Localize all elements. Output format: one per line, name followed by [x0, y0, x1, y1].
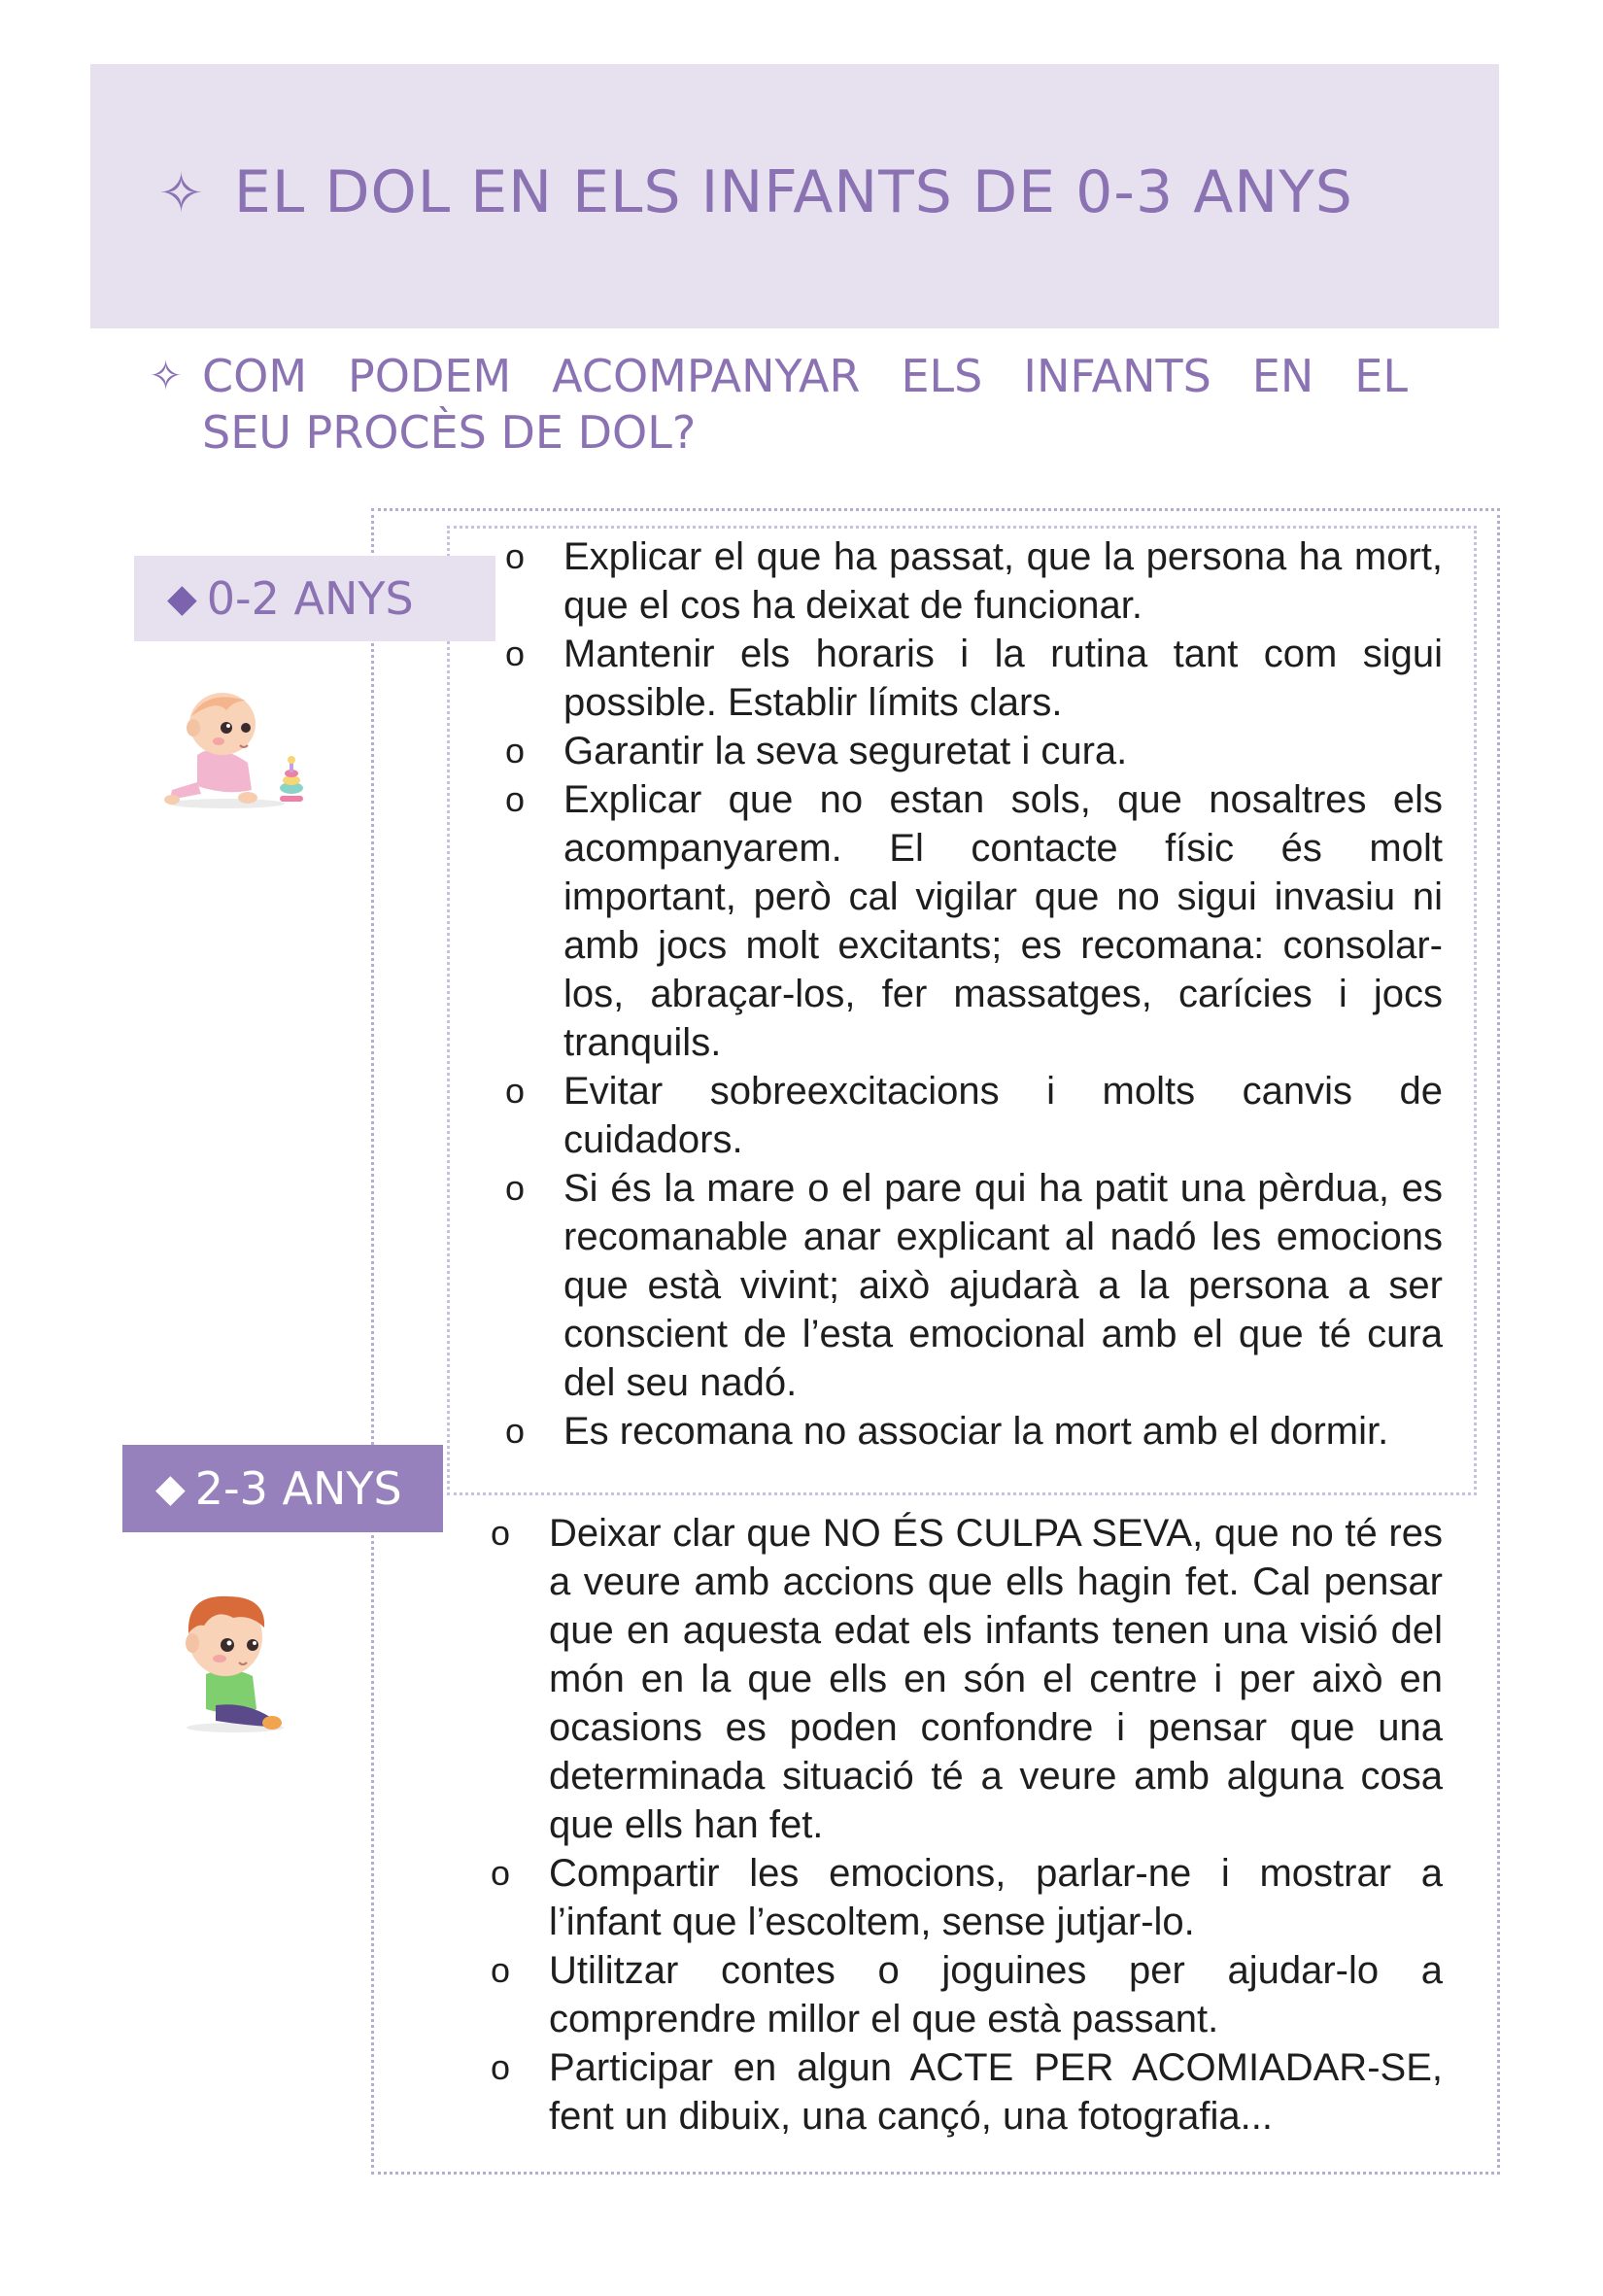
tips-list-2-3 — [491, 1509, 1443, 2141]
list-item: o Utilitzar contes o joguines per ajudar-lo a comprendre millor el que està passant. — [491, 1946, 1443, 2043]
section-question — [149, 348, 1408, 461]
diamond-icon: ◆ — [167, 576, 197, 621]
bullet-circle-icon: o — [491, 1513, 511, 1553]
bullet-circle-icon: o — [505, 1168, 526, 1208]
bullet-circle-icon: o — [505, 779, 526, 819]
bullet-circle-icon: o — [505, 536, 526, 576]
list-item: o Explicar el que ha passat, que la persona ha mort, que el cos ha deixat de funcionar. — [505, 532, 1443, 630]
bullet-circle-icon: o — [491, 1853, 511, 1893]
bullet-circle-icon: o — [505, 1411, 526, 1451]
list-item: o Si és la mare o el pare qui ha patit una pèrdua, es recomanable anar explicant al nadó les emocions que està vivint; això ajudarà a la persona a ser conscient de l’esta emocional amb el que té cura del seu nadó. — [505, 1164, 1443, 1407]
bullet-circle-icon: o — [491, 1950, 511, 1990]
list-item: o Garantir la seva seguretat i cura. — [505, 727, 1443, 775]
list-item: o Evitar sobreexcitacions i molts canvis de cuidadors. — [505, 1067, 1443, 1164]
bullet-circle-icon: o — [505, 1071, 526, 1111]
age-tab-label: 0-2 ANYS — [206, 572, 414, 625]
crawling-baby-illustration — [158, 685, 304, 811]
age-tab-label: 2-3 ANYS — [194, 1462, 402, 1515]
sitting-toddler-illustration — [177, 1589, 289, 1734]
question-line-2: SEU PROCÈS DE DOL? — [202, 406, 697, 459]
list-item: o Es recomana no associar la mort amb el dormir. — [505, 1407, 1443, 1456]
page-title — [158, 158, 1353, 226]
bullet-circle-icon: o — [505, 634, 526, 673]
list-item: o Compartir les emocions, parlar-ne i mostrar a l’infant que l’escoltem, sense jutjar-lo. — [491, 1849, 1443, 1946]
sparkle-icon: ✧ — [149, 352, 184, 399]
list-item: o Participar en algun ACTE PER ACOMIADAR-SE, fent un dibuix, una cançó, una fotografia... — [491, 2043, 1443, 2141]
age-tab-0-2 — [134, 556, 495, 641]
question-line-1: COM PODEM ACOMPANYAR ELS INFANTS EN EL — [202, 350, 1408, 402]
bullet-circle-icon: o — [491, 2047, 511, 2087]
list-item: o Mantenir els horaris i la rutina tant com sigui possible. Establir límits clars. — [505, 630, 1443, 727]
sparkle-icon: ✧ — [158, 162, 205, 225]
bullet-circle-icon: o — [505, 731, 526, 771]
page-title-text: EL DOL EN ELS INFANTS DE 0-3 ANYS — [233, 158, 1353, 226]
list-item: o Deixar clar que NO ÉS CULPA SEVA, que no té res a veure amb accions que ells hagin fet. Cal pensar que en aquesta edat els infants tenen una visió del món en la que ells en són el centre i per això en ocasions es poden confondre i pensar que una determinada situació té a veure amb alguna cosa que ells han fet. — [491, 1509, 1443, 1849]
tips-list-0-2 — [505, 532, 1443, 1456]
age-tab-2-3 — [122, 1445, 443, 1532]
list-item: o Explicar que no estan sols, que nosaltres els acompanyarem. El contacte físic és molt important, però cal vigilar que no sigui invasiu ni amb jocs molt excitants; es recomana: consolar-los, abraçar-los, fer massatges, carícies i jocs tranquils. — [505, 775, 1443, 1067]
diamond-icon: ◆ — [155, 1466, 186, 1511]
